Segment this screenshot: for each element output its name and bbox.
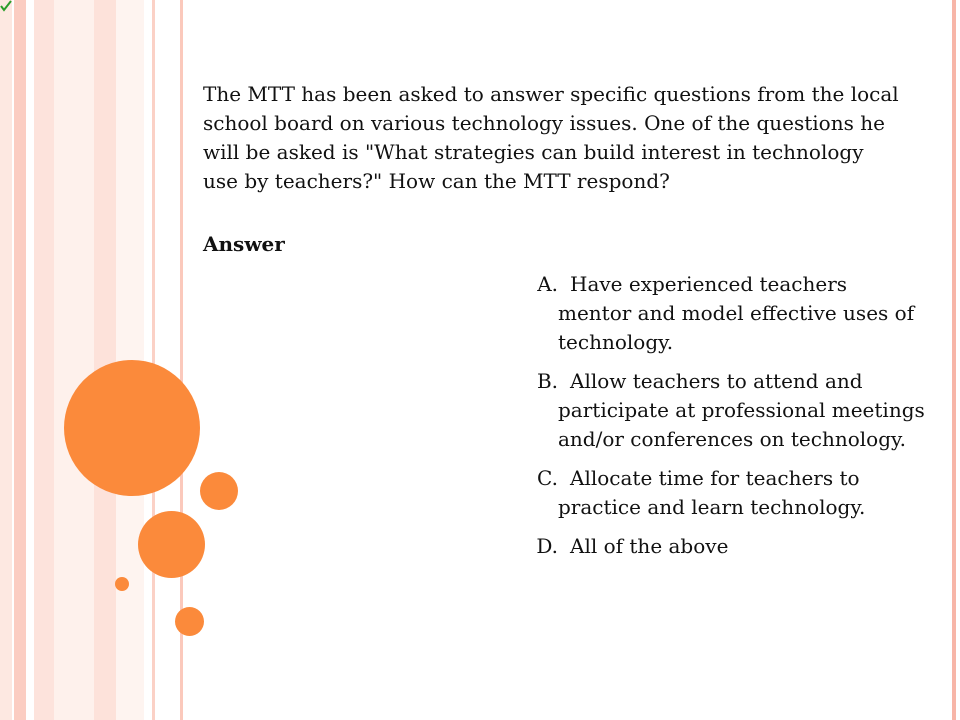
option-text: Allow teachers to attend and participate at professional meetings and/or conferences on technology. (558, 369, 925, 451)
option-letter: B. (536, 369, 558, 393)
stripe-pale (54, 0, 94, 720)
check-icon (0, 0, 12, 12)
stripe-light-3 (94, 0, 116, 720)
question-text: The MTT has been asked to answer specific questions from the local school board on various technology issues. One of the questions he will be asked is "What strategies can build interest in technology use by teachers?" How can the MTT respond? (203, 82, 899, 193)
stripe-pink-1 (14, 0, 26, 720)
option-b (505, 367, 925, 454)
option-letter: D. (536, 534, 558, 558)
option-letter: A. (537, 272, 558, 296)
option-text: All of the above (570, 534, 729, 558)
option-a (505, 270, 925, 357)
answer-options (505, 270, 925, 571)
stripe-line (152, 0, 155, 720)
stripe-light-1 (0, 0, 12, 720)
option-letter: C. (537, 466, 558, 490)
circle-large (64, 360, 200, 496)
circle-tiny (115, 577, 129, 591)
option-c (505, 464, 925, 522)
circle-medium (138, 511, 205, 578)
circle-small-1 (200, 472, 238, 510)
option-text: Have experienced teachers mentor and model effective uses of technology. (558, 272, 915, 354)
option-d (505, 532, 925, 561)
right-border (952, 0, 956, 720)
option-text: Allocate time for teachers to practice and learn technology. (558, 466, 866, 519)
stripe-light-2 (34, 0, 54, 720)
answer-heading: Answer (203, 232, 285, 256)
circle-small-2 (175, 607, 204, 636)
